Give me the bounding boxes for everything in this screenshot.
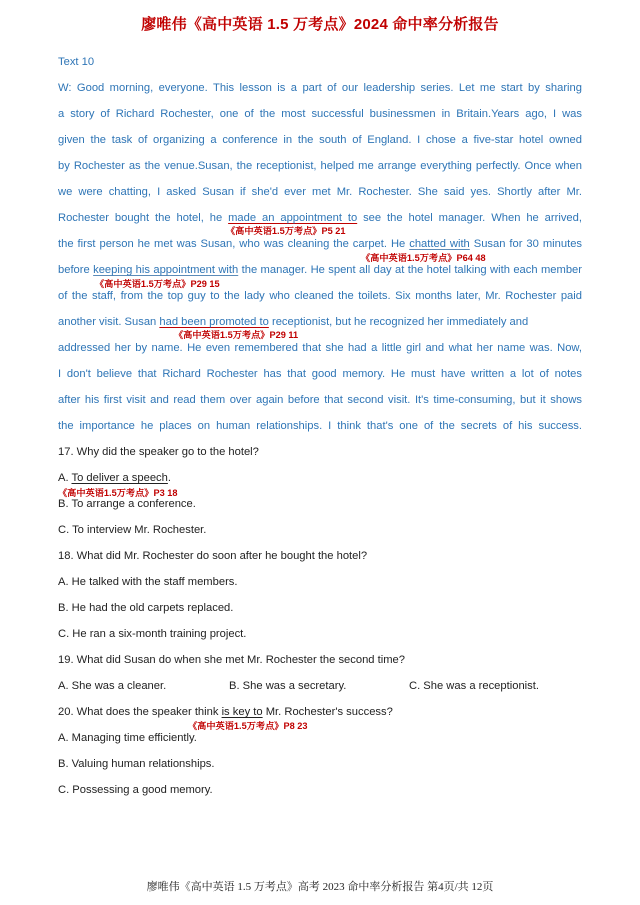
passage-line: addressed her by name. He even remembered that she had a little girl and what her name was. Now, — [58, 342, 582, 354]
passage-line: the importance he places on human relationships. I think that's one of the secrets of his success. — [58, 420, 582, 432]
question-text: 20. What does the speaker think — [58, 706, 222, 718]
passage-line — [58, 316, 582, 328]
highlighted-phrase: chatted with — [409, 238, 470, 250]
report-title: 廖唯伟《高中英语 1.5 万考点》2024 命中率分析报告 — [141, 16, 499, 33]
option-19c: C. She was a receptionist. — [409, 680, 539, 692]
passage-line: by Rochester as the venue.Susan, the receptionist, helped me arrange everything perfectly. Once when — [58, 160, 582, 172]
question-20 — [58, 706, 393, 718]
passage-text: the manager. He spent all day at the hotel talking with each member — [238, 264, 582, 276]
passage-text: receptionist, but he recognized her immediately and — [268, 316, 529, 328]
reference-annotation: 《高中英语1.5万考点》P5 21 — [226, 226, 346, 236]
section-label: Text 10 — [58, 56, 95, 68]
reference-annotation: 《高中英语1.5万考点》P29 11 — [174, 330, 299, 340]
option-19a: A. She was a cleaner. — [58, 680, 167, 692]
passage-text: see the hotel manager. When he arrived, — [357, 212, 582, 224]
passage-line: I don't believe that Richard Rochester has that good memory. He must have written a lot of notes — [58, 368, 582, 380]
passage-text: another visit. Susan — [58, 316, 160, 328]
option-18b: B. He had the old carpets replaced. — [58, 602, 234, 614]
option-17b: B. To arrange a conference. — [58, 498, 196, 510]
reference-annotation: 《高中英语1.5万考点》P29 15 — [95, 279, 220, 289]
passage-line: after his first visit and read them over again before that second visit. It's time-consuming, but it shows — [58, 394, 582, 406]
passage-line — [58, 264, 582, 276]
passage-line: W: Good morning, everyone. This lesson is a part of our leadership series. Let me start by sharing — [58, 82, 582, 94]
option-20c: C. Possessing a good memory. — [58, 784, 213, 796]
reference-annotation: 《高中英语1.5万考点》P8 23 — [188, 721, 308, 731]
option-letter: A. — [58, 472, 72, 484]
highlighted-phrase: is key to — [221, 706, 263, 718]
option-20b: B. Valuing human relationships. — [58, 758, 215, 770]
question-text: Mr. Rochester's success? — [262, 706, 393, 718]
passage-text: before — [58, 264, 94, 276]
highlighted-phrase: made an appointment to — [228, 212, 358, 224]
option-text: . — [167, 472, 171, 484]
passage-line: given the task of organizing a conference in the south of England. I chose a five-star hotel owned — [58, 134, 582, 146]
question-19: 19. What did Susan do when she met Mr. Rochester the second time? — [58, 654, 405, 666]
passage-line: we were chatting, I asked Susan if she'd ever met Mr. Rochester. She said yes. Shortly after Mr. — [58, 186, 582, 198]
option-18c: C. He ran a six-month training project. — [58, 628, 247, 640]
passage-line — [58, 238, 582, 250]
passage-line: of the staff, from the top guy to the lady who cleaned the toilets. Six months later, Mr. Rochester paid — [58, 290, 582, 302]
highlighted-phrase: To deliver a speech — [71, 472, 168, 484]
passage-line: a story of Richard Rochester, one of the most successful businessmen in Britain.Years ago, I was — [58, 108, 582, 120]
option-20a: A. Managing time efficiently. — [58, 732, 197, 744]
passage-text: Susan for 30 minutes — [469, 238, 583, 250]
passage-text: the first person he met was Susan, who was cleaning the carpet. He — [58, 238, 410, 250]
passage-text: Rochester bought the hotel, he — [58, 212, 229, 224]
option-17a — [58, 472, 171, 484]
highlighted-phrase: had been promoted to — [159, 316, 269, 328]
page-footer: 廖唯伟《高中英语 1.5 万考点》高考 2023 命中率分析报告 第4页/共 12页 — [146, 881, 494, 893]
reference-annotation: 《高中英语1.5万考点》P3 18 — [58, 488, 178, 498]
option-17c: C. To interview Mr. Rochester. — [58, 524, 207, 536]
option-18a: A. He talked with the staff members. — [58, 576, 238, 588]
reference-annotation: 《高中英语1.5万考点》P64 48 — [361, 253, 486, 263]
highlighted-phrase: keeping his appointment with — [93, 264, 239, 276]
option-19b: B. She was a secretary. — [229, 680, 347, 692]
question-18: 18. What did Mr. Rochester do soon after he bought the hotel? — [58, 550, 368, 562]
question-17: 17. Why did the speaker go to the hotel? — [58, 446, 259, 458]
